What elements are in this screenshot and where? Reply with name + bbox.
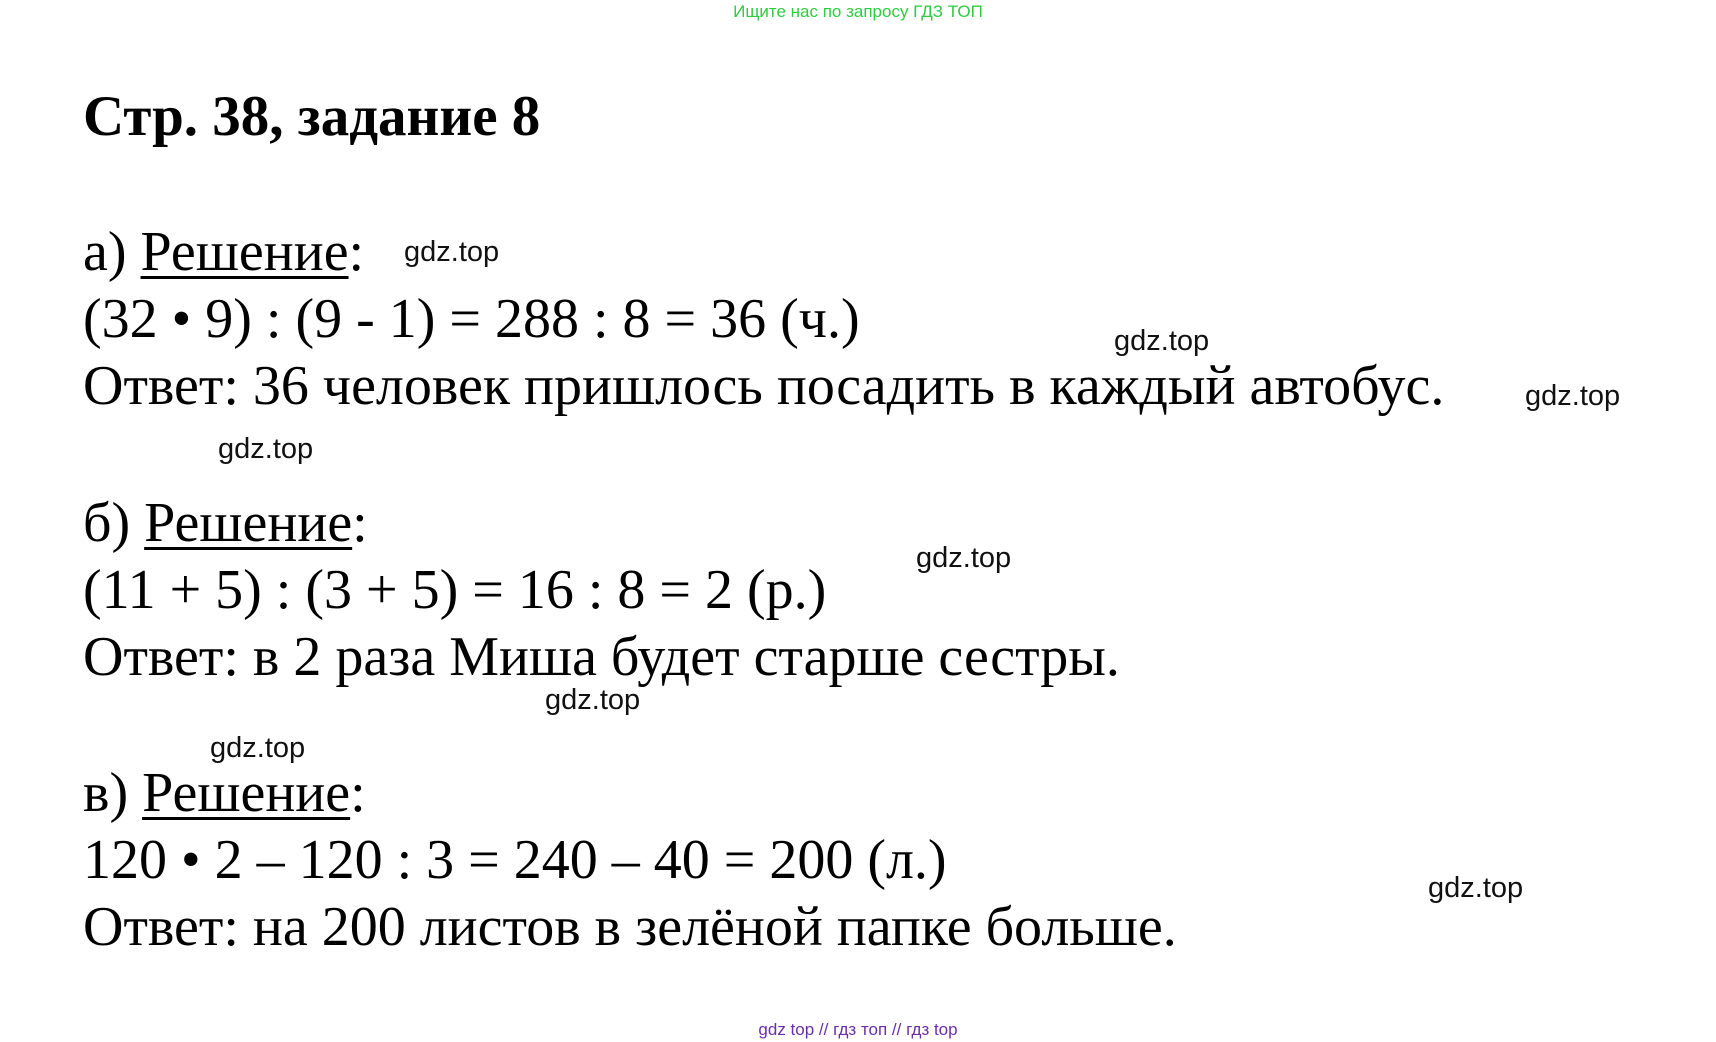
section-a-solution-label: Решение [140, 221, 349, 283]
section-a-colon: : [348, 221, 365, 283]
watermark: gdz.top [916, 542, 1012, 574]
section-c-heading [83, 760, 366, 826]
watermark: gdz.top [545, 684, 641, 716]
top-banner: Ищите нас по запросу ГДЗ ТОП [733, 2, 983, 21]
section-a-expression: (32 • 9) : (9 - 1) = 288 : 8 = 36 (ч.) [83, 288, 860, 350]
section-a-answer: Ответ: 36 человек пришлось посадить в каждый автобус. [83, 355, 1445, 417]
section-b-colon: : [352, 492, 368, 554]
section-b-expression: (11 + 5) : (3 + 5) = 16 : 8 = 2 (р.) [83, 559, 827, 621]
watermark: gdz.top [1428, 872, 1524, 904]
section-c-colon: : [350, 762, 366, 824]
section-c-solution-label: Решение [142, 762, 351, 824]
section-a-heading [83, 219, 364, 285]
section-a-prefix: а) [83, 221, 141, 283]
section-b-answer: Ответ: в 2 раза Миша будет старше сестры. [83, 626, 1120, 688]
section-c-prefix: в) [83, 762, 143, 824]
section-c-expression: 120 • 2 – 120 : 3 = 240 – 40 = 200 (л.) [83, 829, 947, 891]
footer: gdz top // гдз топ // гдз top [758, 1020, 958, 1039]
section-b-heading [83, 490, 368, 556]
page-title: Стр. 38, задание 8 [83, 85, 541, 148]
watermark: gdz.top [1114, 325, 1210, 357]
watermark: gdz.top [404, 236, 500, 268]
watermark: gdz.top [1525, 380, 1621, 412]
watermark: gdz.top [210, 732, 306, 764]
section-b-solution-label: Решение [144, 492, 353, 554]
section-b-prefix: б) [83, 492, 145, 554]
watermark: gdz.top [218, 433, 314, 465]
section-c-answer: Ответ: на 200 листов в зелёной папке больше. [83, 896, 1177, 958]
